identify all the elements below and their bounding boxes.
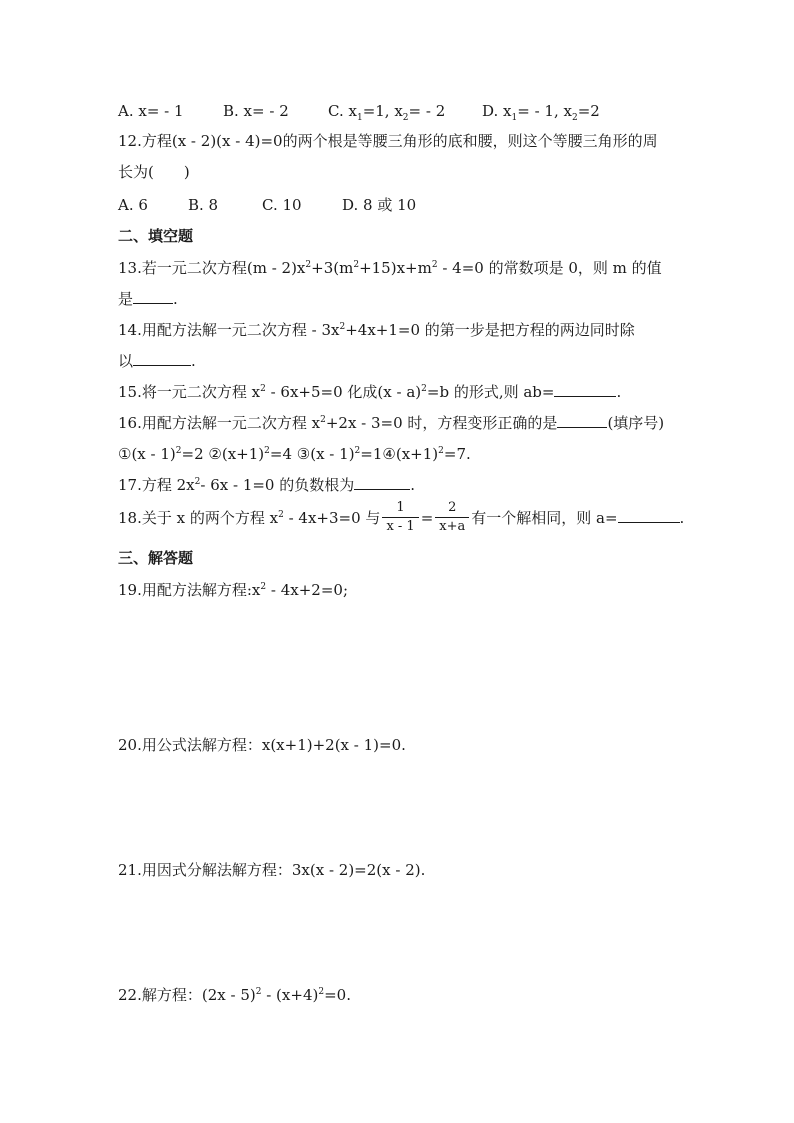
q19-stem: 19.用配方法解方程$:x^2 - 4x+2=0$; [118,581,348,599]
q18-fraction-2: $\frac{2}{x+a}$ [435,499,469,536]
q21-stem: 21.用因式分解法解方程：3x(x - 2)=2(x - 2). [118,861,426,879]
q16-choice-2: $②(x+1)^2=4$ [208,445,292,463]
q16-answer-blank[interactable] [557,413,607,428]
q22-stem: 22.解方程：$(2x - 5)^2 - (x+4)^2=0$. [118,986,351,1004]
q11-option-d: D. $x_1= - 1$, $x_2=2$ [482,102,600,123]
q17-stem: 17.方程 $2x^2-$ 6x - 1=0 的负数根为 . [118,476,416,494]
q12-stem-line2: 长为( ) [118,163,190,181]
q15-stem: 15.将一元二次方程 $x^2 - 6x+5=0$ 化成(x - a)$^2$=b 的形式,则 ab= . [118,383,622,401]
q12-stem-line1: 12.方程(x - 2)(x - 4)=0的两个根是等腰三角形的底和腰，则这个等腰三角形的周 [118,132,658,150]
q17-answer-blank[interactable] [354,475,410,490]
q14-stem-line1: 14.用配方法解一元二次方程 - $3x^2+4x+1=0$ 的第一步是把方程的两边同时除 [118,321,635,339]
q14-answer-blank[interactable] [133,351,191,366]
q12-option-c: C. 10 [262,196,302,214]
section-heading-solve: 三、解答题 [118,549,194,567]
q16-stem-line1: 16.用配方法解一元二次方程 $x^2+2x - 3=0$ 时，方程变形正确的是 (填序号) [118,414,665,432]
q13-stem-line2: 是 . [118,290,178,308]
q16-choices [118,444,471,464]
q11-option-b: B. x= - 2 [223,102,289,120]
q11-option-a: A. x= - 1 [118,102,184,120]
q13-stem-line1: 13.若一元二次方程$(m - 2)x^2+3(m^2+15)x+m^2 - 4=0$ 的常数项是 0，则 m 的值 [118,259,662,277]
q11-option-c: C. $x_1=1$, $x_2= - 2$ [328,102,446,123]
q18-fraction-1: $\frac{1}{x - 1}$ [382,499,418,536]
section-heading-fill-blank: 二、填空题 [118,227,194,245]
q15-answer-blank[interactable] [554,382,616,397]
q13-answer-blank[interactable] [133,289,173,304]
q16-choice-1: ①(x - 1)$^2$=2 [118,445,204,463]
q12-option-d: D. 8 或 10 [342,196,417,214]
q12-option-a: A. 6 [118,196,148,214]
q14-stem-line2: 以 . [118,352,196,370]
q12-options [118,195,416,215]
q11-options [118,101,600,121]
q20-stem: 20.用公式法解方程：x(x+1)+2(x - 1)=0. [118,736,406,754]
q16-choice-3: ③(x - 1)$^2$=1 [296,445,383,463]
q16-choice-4: $④(x+1)^2=7$. [382,445,471,463]
q18-answer-blank[interactable] [618,508,680,523]
q12-option-b: B. 8 [188,196,219,214]
q18-stem: 18.关于 x 的两个方程 $x^2 - 4x+3=0$ 与 $\frac{1}{x - 1}$ = $\frac{2}{x+a}$ 有一个解相同，则 a= . [118,499,685,534]
